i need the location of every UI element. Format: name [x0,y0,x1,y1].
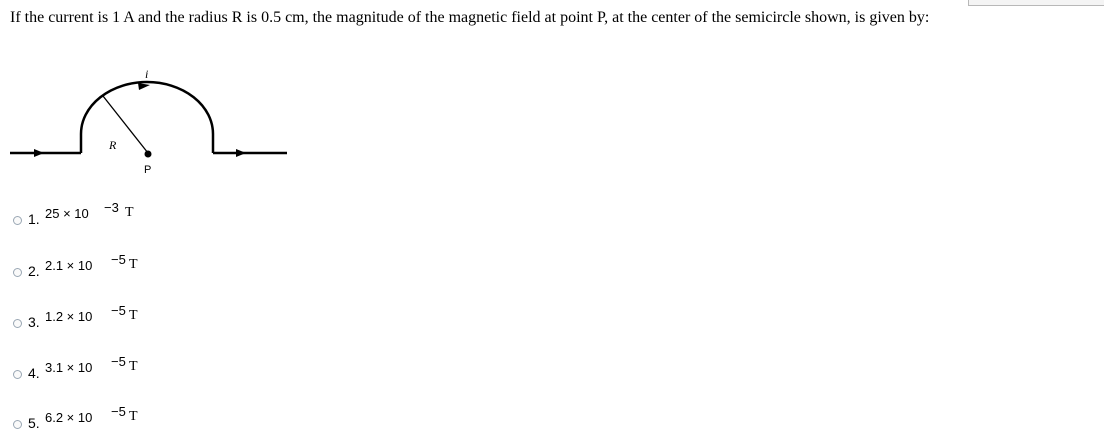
option-3-exponent: −5 [111,303,126,318]
option-4-radio[interactable] [13,370,22,379]
right-arrow-icon [236,149,246,157]
current-label: i [145,67,149,81]
option-1-number: 1. [28,211,40,227]
option-4-unit: T [129,359,138,374]
left-arrow-icon [34,149,44,157]
arc-arrow-icon [138,83,150,90]
point-p-dot [145,151,152,158]
option-5-exponent: −5 [111,404,126,419]
option-3-mantissa: 1.2 × 10 [45,309,93,324]
option-5-number: 5. [28,415,40,431]
option-1-mantissa: 25 × 10 [45,206,89,221]
semicircle-circuit-figure [0,60,300,185]
option-1-unit: T [125,205,134,220]
option-5-radio[interactable] [13,420,22,429]
option-3-unit: T [129,308,138,323]
option-1-radio[interactable] [13,216,22,225]
window-corner-frame [968,0,1104,6]
option-2-exponent: −5 [111,252,126,267]
option-2-number: 2. [28,263,40,279]
option-2-radio[interactable] [13,268,22,277]
option-4-exponent: −5 [111,354,126,369]
question-text: If the current is 1 A and the radius R is 0.5 cm, the magnitude of the magnetic field at point P, at the center of the semicircle shown, is given by: [10,9,930,26]
option-5-mantissa: 6.2 × 10 [45,410,93,425]
point-label: P [144,164,152,176]
option-4-number: 4. [28,365,40,381]
option-3-number: 3. [28,314,40,330]
option-2-mantissa: 2.1 × 10 [45,258,93,273]
semicircle-arc [81,82,213,134]
option-1-exponent: −3 [104,200,119,215]
option-4-mantissa: 3.1 × 10 [45,360,93,375]
option-5-unit: T [129,409,138,424]
option-2-unit: T [129,257,138,272]
radius-label: R [109,138,117,152]
option-3-radio[interactable] [13,319,22,328]
